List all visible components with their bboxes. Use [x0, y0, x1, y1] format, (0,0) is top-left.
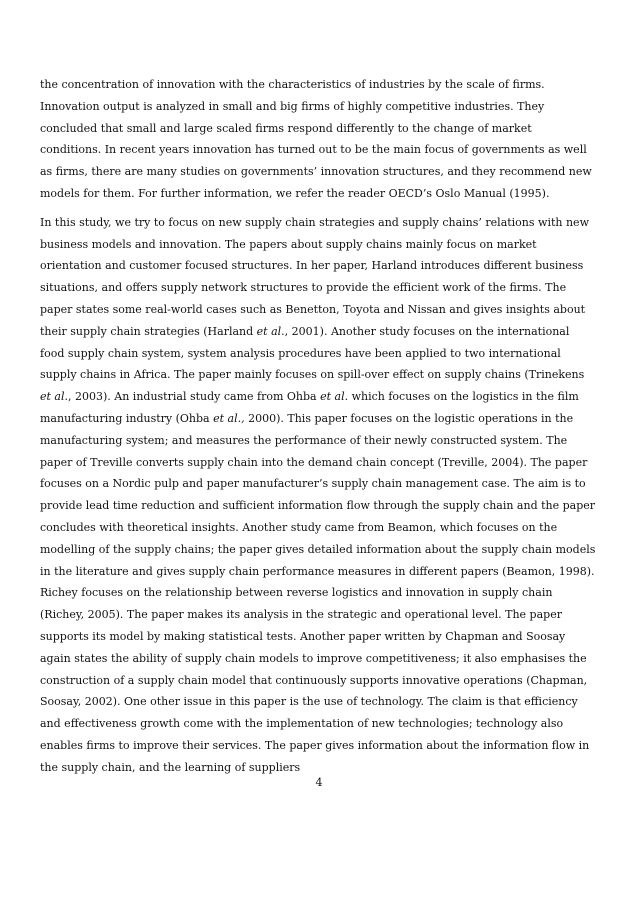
paragraph	[40, 74, 596, 205]
body-text	[40, 74, 596, 779]
text-run: ., 2003). An industrial study came from Ohba	[64, 390, 321, 404]
text-run: 2000). This paper focuses on the logistic operations in the manufacturing system; and measures the performance of their newly constructed system. The paper of Treville converts supply chain into the demand chain concept (Treville, 2004). The paper focuses on a Nordic pulp and paper manufacturer’s supply chain management case. The aim is to provide lead time reduction and sufficient information flow through the supply chain and the paper concludes with theoretical insights. Another study came from Beamon, which focuses on the modelling of the supply chains; the paper gives detailed information about the supply chain models in the literature and gives supply chain performance measures in different papers (Beamon, 1998). Richey focuses on the relationship between reverse logistics and innovation in supply chain (Richey, 2005). The paper makes its analysis in the strategic and operational level. The paper supports its model by making statistical tests. Another paper written by Chapman and Soosay again states the ability of supply chain models to improve competitiveness; it also emphasises the construction of a supply chain model that continuously supports innovative operations (Chapman, Soosay, 2002). One other issue in this paper is the use of technology. The claim is that efficiency and effectiveness growth come with the implementation of new technologies; technology also enables firms to improve their services. The paper gives information about the information flow in the supply chain, and the learning of suppliers	[40, 411, 596, 774]
italic-text: et al	[40, 390, 65, 404]
text-run: the concentration of innovation with the characteristics of industries by the scale of firms. Innovation output is analyzed in small and big firms of highly competitive industries. They concluded that small and large scaled firms respond differently to the change of market conditions. In recent years innovation has turned out to be the main focus of governments as well as firms, there are many studies on governments’ innovation structures, and they recommend new models for them. For further information, we refer the reader OECD’s Oslo Manual (1995).	[40, 78, 592, 200]
text-run: In this study, we try to focus on new supply chain strategies and supply chains’ relations with new business models and innovation. The papers about supply chains mainly focus on market orientation and customer focused structures. In her paper, Harland introduces different business situations, and offers supply network structures to provide the efficient work of the firms. The paper states some real-world cases such as Benetton, Toyota and Nissan and gives insights about their supply chain strategies (Harland	[40, 215, 589, 338]
italic-text: et al	[320, 390, 345, 404]
page-number: 4	[315, 776, 323, 789]
italic-text: et al.,	[213, 411, 245, 425]
italic-text: et al	[256, 324, 282, 338]
paragraph	[40, 212, 596, 779]
text-run: . which focuses on the logistics in the film manufacturing industry (Ohba	[40, 390, 579, 425]
text-run: ., 2001). Another study focuses on the international food supply chain system, system analysis procedures have been applied to two international supply chains in Africa. The paper mainly focuses on spill-over effect on supply chains (Trinekens	[40, 324, 585, 382]
